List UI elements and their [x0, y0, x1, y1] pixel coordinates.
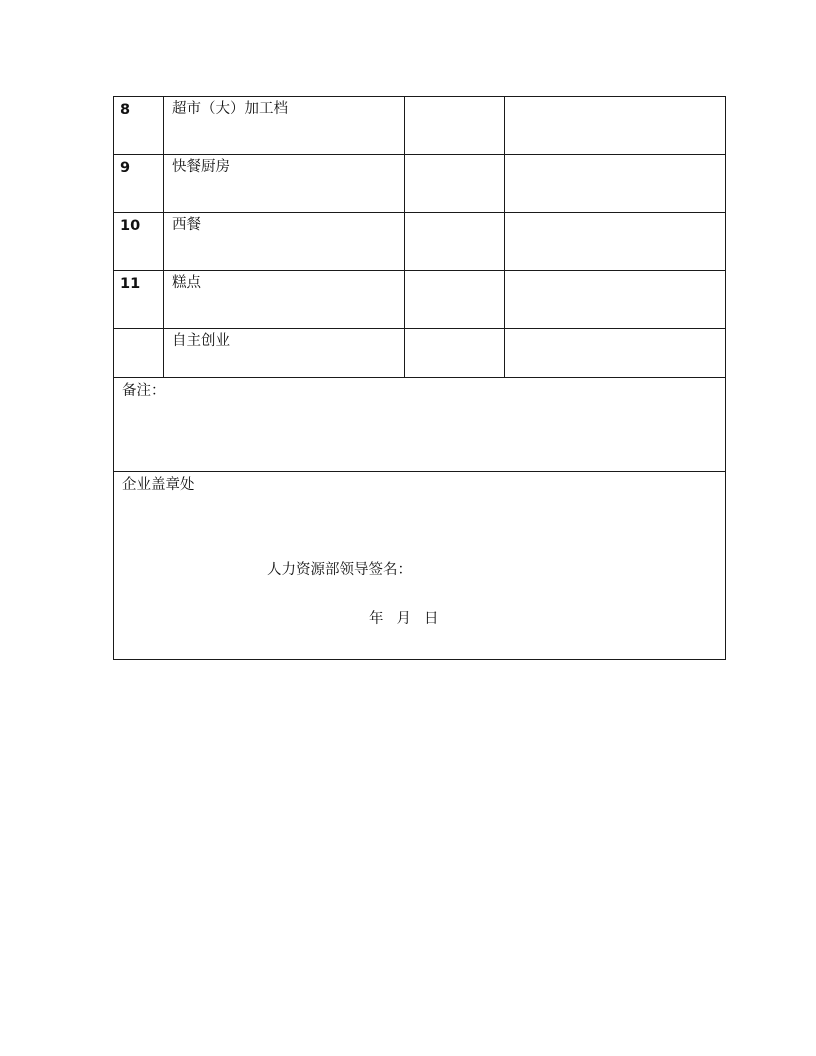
- row-empty-cell: [505, 97, 726, 155]
- remarks-label: 备注：: [122, 383, 166, 399]
- hr-leader-signature-label: 人力资源部领导签名：: [267, 562, 412, 578]
- row-number: 11: [114, 271, 164, 329]
- row-name: 快餐厨房: [164, 155, 405, 213]
- row-empty-cell: [405, 329, 505, 378]
- remarks-cell: [114, 378, 726, 472]
- row-empty-cell: [505, 155, 726, 213]
- date-line: [369, 610, 439, 628]
- date-month-label: 月: [396, 611, 411, 627]
- row-empty-cell: [505, 213, 726, 271]
- date-day-label: 日: [424, 611, 439, 627]
- row-name: 超市（大）加工档: [164, 97, 405, 155]
- row-number: [114, 329, 164, 378]
- company-seal-label: 企业盖章处: [122, 477, 195, 493]
- date-year-label: 年: [369, 611, 384, 627]
- row-empty-cell: [505, 271, 726, 329]
- table-row: [114, 271, 726, 329]
- form-table: [113, 96, 726, 660]
- row-number: 9: [114, 155, 164, 213]
- table-row: [114, 213, 726, 271]
- seal-row: [114, 472, 726, 660]
- row-number: 10: [114, 213, 164, 271]
- table-row: [114, 329, 726, 378]
- table-row: [114, 97, 726, 155]
- seal-cell: [114, 472, 726, 660]
- table-row: [114, 155, 726, 213]
- row-empty-cell: [405, 271, 505, 329]
- row-name: 糕点: [164, 271, 405, 329]
- row-name: 自主创业: [164, 329, 405, 378]
- remarks-row: [114, 378, 726, 472]
- row-empty-cell: [405, 97, 505, 155]
- row-name: 西餐: [164, 213, 405, 271]
- row-empty-cell: [405, 155, 505, 213]
- row-empty-cell: [505, 329, 726, 378]
- row-number: 8: [114, 97, 164, 155]
- row-empty-cell: [405, 213, 505, 271]
